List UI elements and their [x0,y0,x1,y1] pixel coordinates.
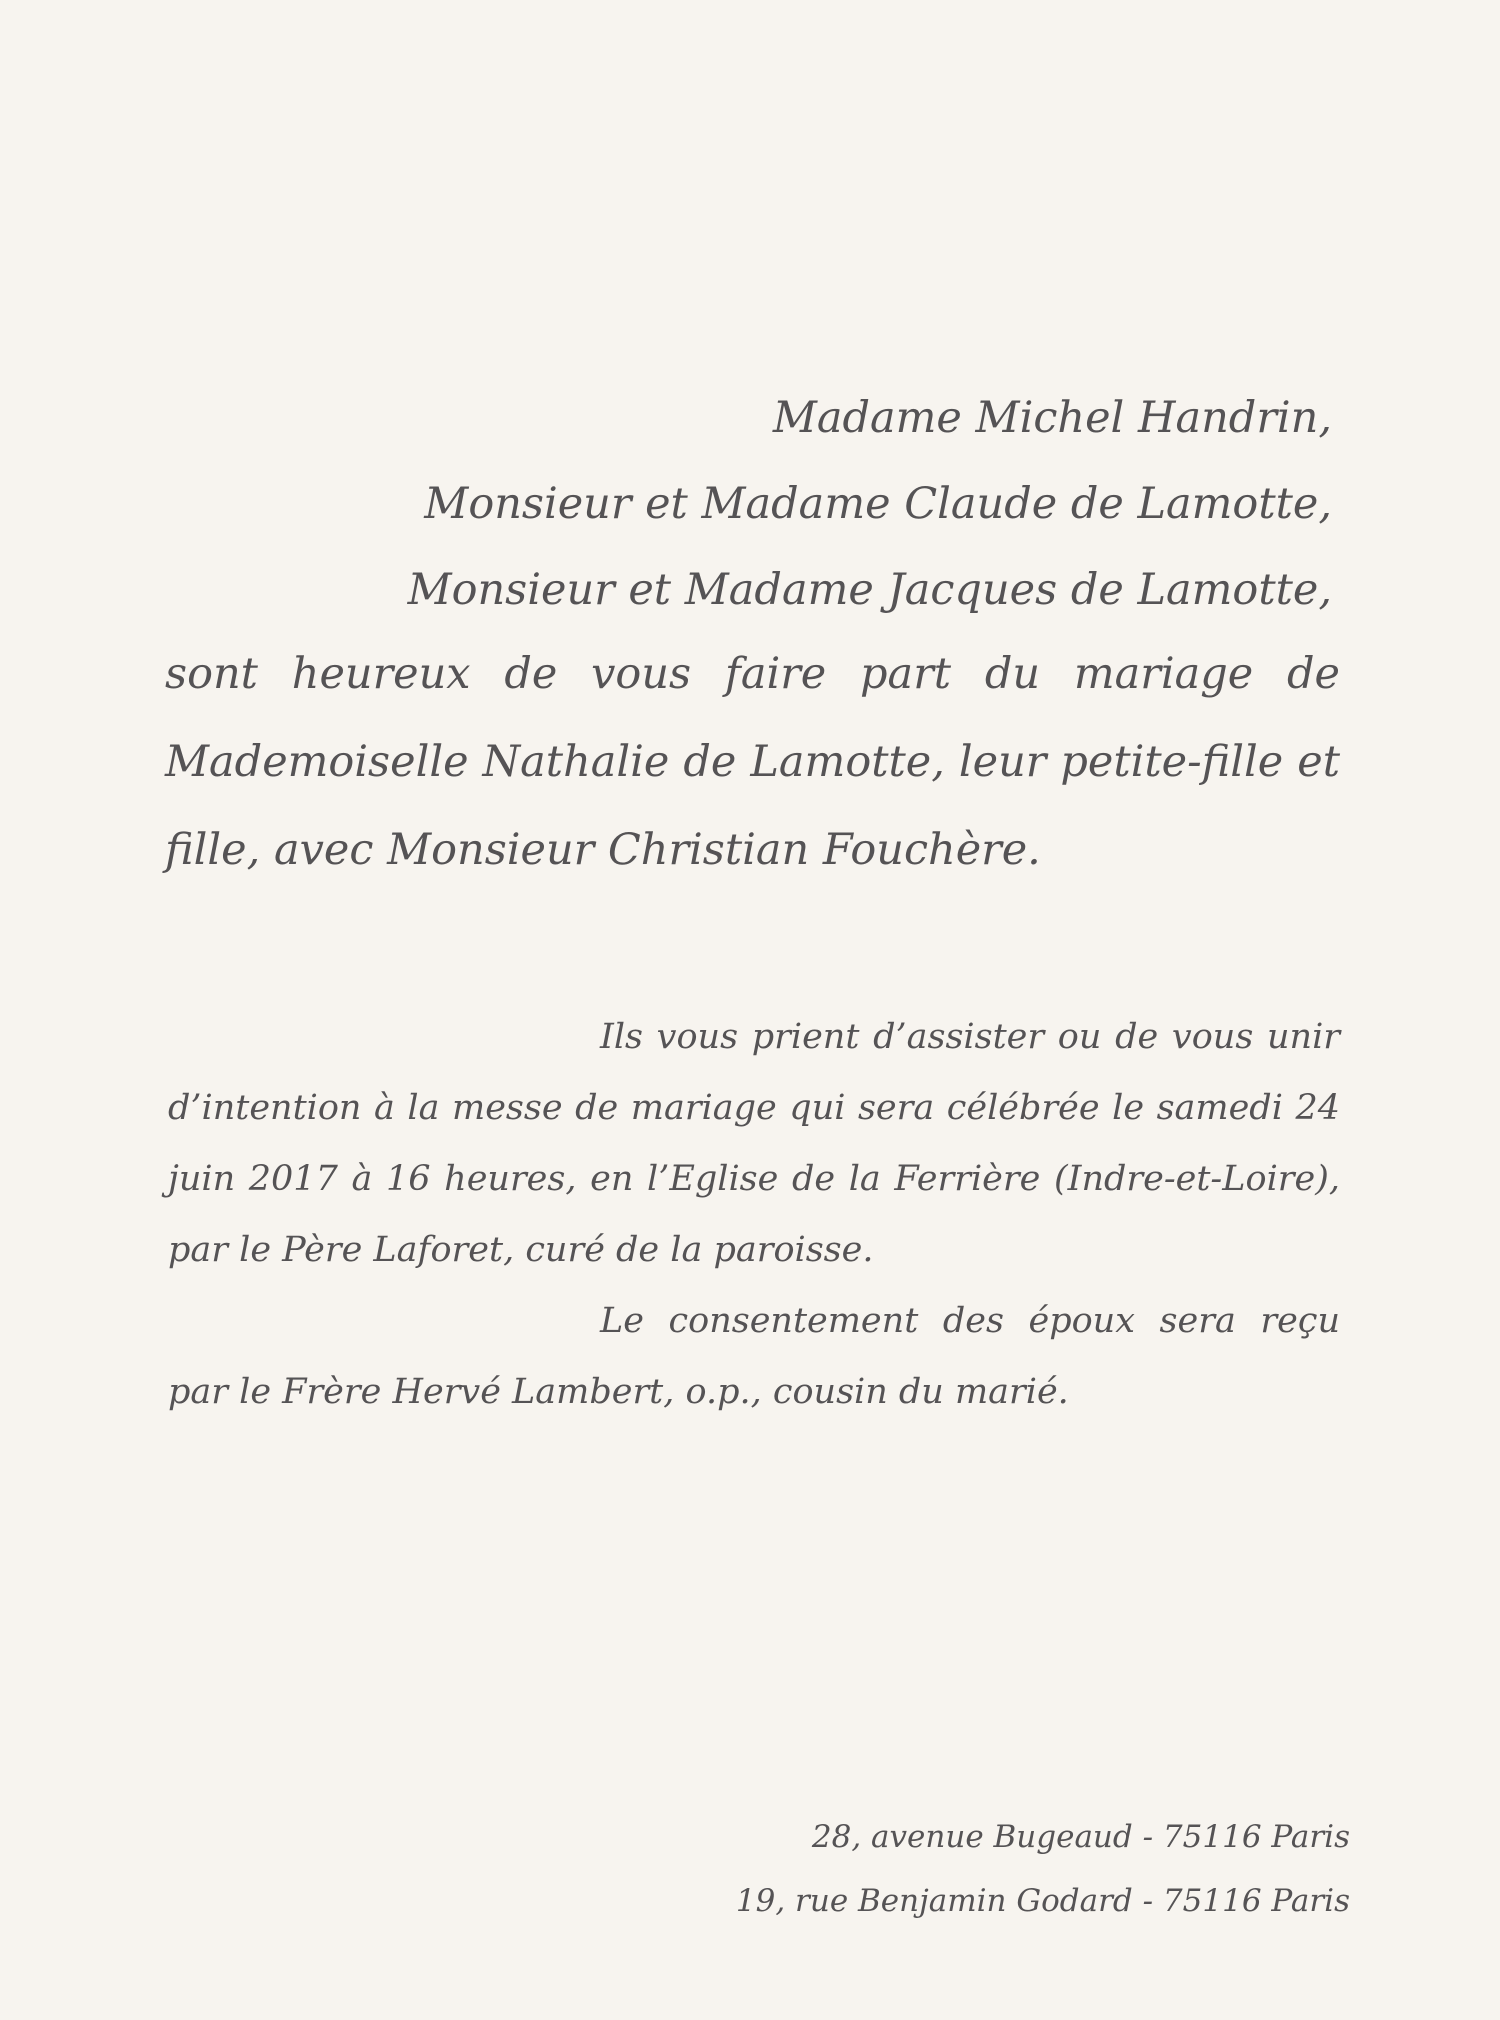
hosts-block [170,375,1340,633]
ceremony-paragraph: Ils vous prient d’assister ou de vous unir d’intention à la messe de mariage qui sera célébrée le samedi 24 juin 2017 à 16 heures, en l’Eglise de la Ferrière (Indre-et-Loire), par le Père Laforet, curé de la paroisse. [168,1017,1340,1270]
address-line: 28, avenue Bugeaud - 75116 Paris [811,1819,1350,1855]
ceremony-details [168,1002,1340,1428]
host-line: Monsieur et Madame Jacques de Lamotte, [407,565,1332,615]
consent-paragraph: Le consentement des époux sera reçu par le Frère Hervé Lambert, o.p., cousin du marié. [168,1301,1340,1412]
host-line: Madame Michel Handrin, [772,393,1332,443]
addresses-block [736,1805,1350,1933]
host-line: Monsieur et Madame Claude de Lamotte, [424,479,1332,529]
announcement-text: sont heureux de vous faire part du mariage de Mademoiselle Nathalie de Lamotte, leur petite-fille et fille, avec Monsieur Christian Fouchère. [165,649,1340,875]
address-line: 19, rue Benjamin Godard - 75116 Paris [735,1883,1350,1919]
